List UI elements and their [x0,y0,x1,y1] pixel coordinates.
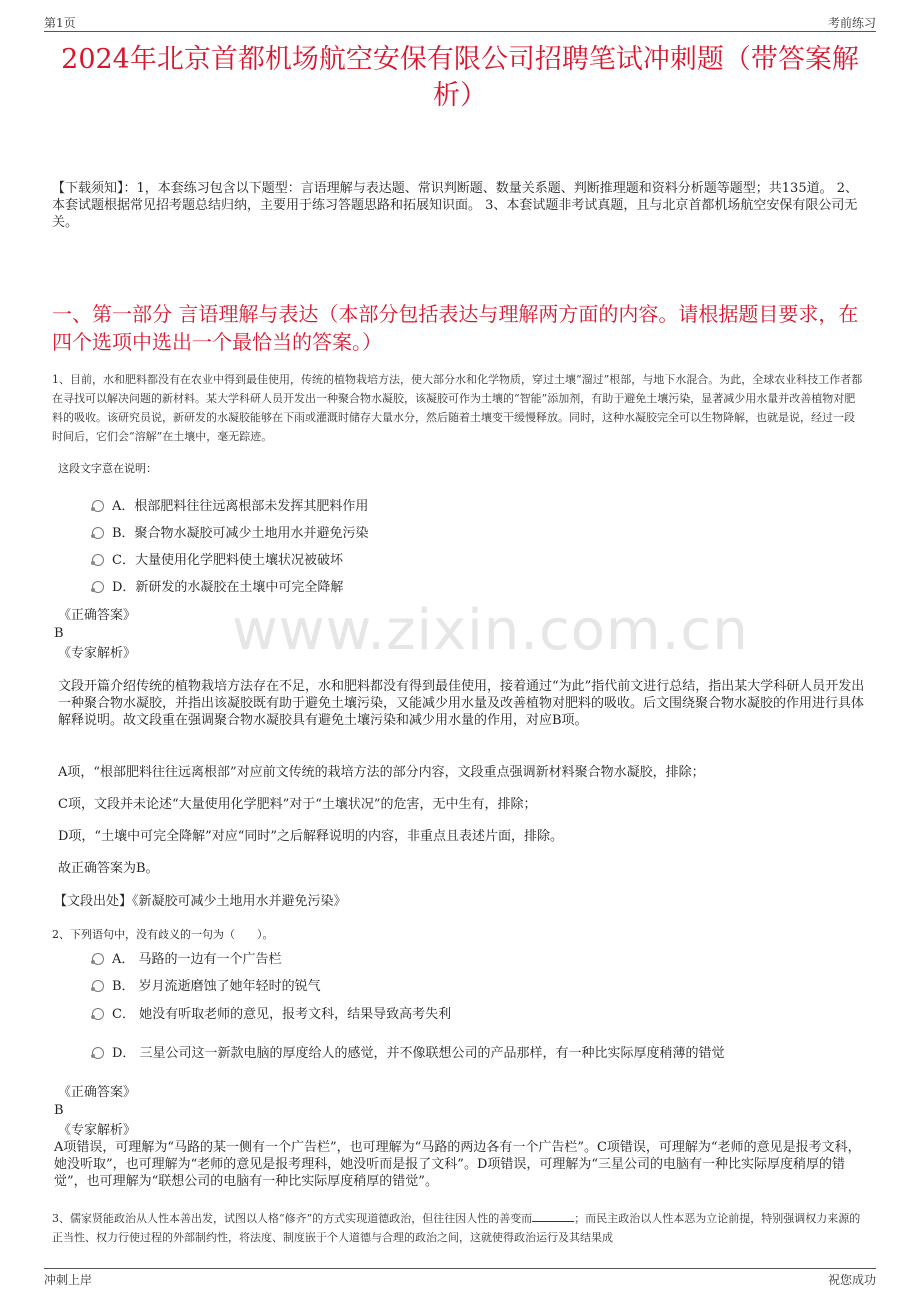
radio-icon[interactable] [92,1047,104,1059]
radio-icon[interactable] [92,953,104,965]
analysis-paragraph: C项，文段并未论述“大量使用化学肥料”对于“土壤状况”的危害，无中生有，排除； [58,797,537,812]
option-label: B．聚合物水凝胶可减少土地用水并避免污染 [112,526,369,541]
analysis-paragraph: A项，“根部肥料往往远离根部”对应前文传统的栽培方法的部分内容，文段重点强调新材料聚合物水凝胶，排除； [58,765,705,780]
answer-label: 《正确答案》 [58,608,137,623]
option-b[interactable] [92,522,369,541]
header-rule [44,31,876,32]
option-b[interactable] [92,975,321,994]
analysis-paragraph: 故正确答案为B。 [58,861,159,876]
analysis-paragraph: 文段开篇介绍传统的植物栽培方法存在不足，水和肥料都没有得到最佳使用，接着通过“为此”指代前文进行总结，指出某大学科研人员开发出一种聚合物水凝胶，并指出该凝胶既有助于避免土壤污染，又能减少用水量及改善植物对肥料的吸收。后文围绕聚合物水凝胶的作用进行具体解释说明。故文段重在强调聚合物水凝胶具有避免土壤污染和减少用水量的作用，对应B项。 [58,679,865,728]
question-3-stem-part-2: ；而民主政治以人性本恶为立论前提，特别强调权力来源的正当性、权力行使过程的外部制约性，将法度、制度嵌于个人道德与合理的政治之间，这就使得政治运行及其结果成 [52,1212,861,1244]
footer-right: 祝您成功 [827,1273,876,1287]
watermark: www.zixin.com.cn [232,598,749,663]
option-label: D．新研发的水凝胶在土壤中可完全降解 [112,580,344,595]
answer-label: 《正确答案》 [58,1085,137,1100]
analysis-label: 《专家解析》 [58,1123,137,1138]
question-2-stem: 2、下列语句中，没有歧义的一句为（ ）。 [52,928,274,941]
radio-icon[interactable] [92,527,104,539]
page-number: 第1页 [44,16,76,30]
analysis-label: 《专家解析》 [58,646,137,661]
download-notice: 【下载须知】：1，本套练习包含以下题型：言语理解与表达题、常识判断题、数量关系题、判断推理题和资料分析题等题型；共135道。 2、本套试题根据常见招考题总结归纳，主要用于练习答题思路和拓展知识面。 3、本套试题非考试真题，且与北京首都机场航空安保有限公司无关。 [52,181,858,230]
option-a[interactable] [92,495,368,514]
option-d[interactable] [92,576,343,595]
radio-icon[interactable] [92,500,104,512]
answer-value: B [54,626,64,641]
option-c[interactable] [92,549,343,568]
radio-icon[interactable] [92,980,104,992]
option-c[interactable] [92,1003,451,1022]
question-3-stem [52,1209,864,1247]
analysis-paragraph: D项，“土壤中可完全降解”对应“同时”之后解释说明的内容，非重点且表述片面，排除。 [58,829,564,844]
option-label: D． 三星公司这一新款电脑的厚度给人的感觉，并不像联想公司的产品那样，有一种比实际厚度稍薄的错觉 [112,1046,725,1061]
page-header [44,10,876,30]
radio-icon[interactable] [92,1008,104,1020]
option-d[interactable] [92,1042,725,1061]
footer-left: 冲刺上岸 [44,1273,93,1287]
section-heading: 一、第一部分 言语理解与表达（本部分包括表达与理解两方面的内容。请根据题目要求，在四个选项中选出一个最恰当的答案。） [52,302,859,354]
option-a[interactable] [92,948,282,967]
source-note: 【文段出处】《新凝胶可减少土地用水并避免污染》 [54,894,347,909]
radio-icon[interactable] [92,554,104,566]
radio-icon[interactable] [92,581,104,593]
option-label: C． 她没有听取老师的意见，报考文科，结果导致高考失利 [112,1007,452,1022]
analysis-paragraph: A项错误，可理解为“马路的某一侧有一个广告栏”，也可理解为“马路的两边各有一个广告栏”。C项错误，可理解为“老师的意见是报考文科，她没听取”，也可理解为“老师的意见是报考理科，她没听而是报了文科”。D项错误，可理解为“三星公司的电脑有一种比实际厚度稍厚的错觉”，也可理解为“联想公司的电脑有一种比实际厚度稍厚的错觉”。 [54,1140,861,1189]
document-title: 2024年北京首都机场航空安保有限公司招聘笔试冲刺题（带答案解析） [61,44,859,111]
option-label: A．根部肥料往往远离根部未发挥其肥料作用 [112,499,369,514]
footer-rule [44,1268,876,1269]
option-label: A． 马路的一边有一个广告栏 [112,952,282,967]
header-label: 考前练习 [827,16,876,30]
option-label: C．大量使用化学肥料使土壤状况被破坏 [112,553,343,568]
question-1-stem: 1、目前，水和肥料都没有在农业中得到最佳使用，传统的植物栽培方法，使大部分水和化学物质，穿过土壤“溜过”根部，与地下水混合。为此，全球农业科技工作者都在寻找可以解决问题的新材料。某大学科研人员开发出一种聚合物水凝胶，该凝胶可作为土壤的“智能”添加剂，有助于避免土壤污染，显著减少用水量并改善植物对肥料的吸收。该研究员说，新研发的水凝胶能够在下雨或灌溉时储存大量水分，然后随着土壤变干缓慢释放。同时，这种水凝胶完全可以生物降解，也就是说，经过一段时间后，它们会“溶解”在土壤中，毫无踪迹。 [52,373,863,443]
question-3-stem-part-1: 3、儒家贤能政治从人性本善出发，试图以人格“修齐”的方式实现道德政治，但往往因人性的善变而 [52,1212,533,1225]
answer-value: B [54,1103,64,1118]
fill-blank [532,1211,574,1222]
question-1-prompt: 这段文字意在说明： [58,462,157,475]
option-label: B． 岁月流逝磨蚀了她年轻时的锐气 [112,979,321,994]
